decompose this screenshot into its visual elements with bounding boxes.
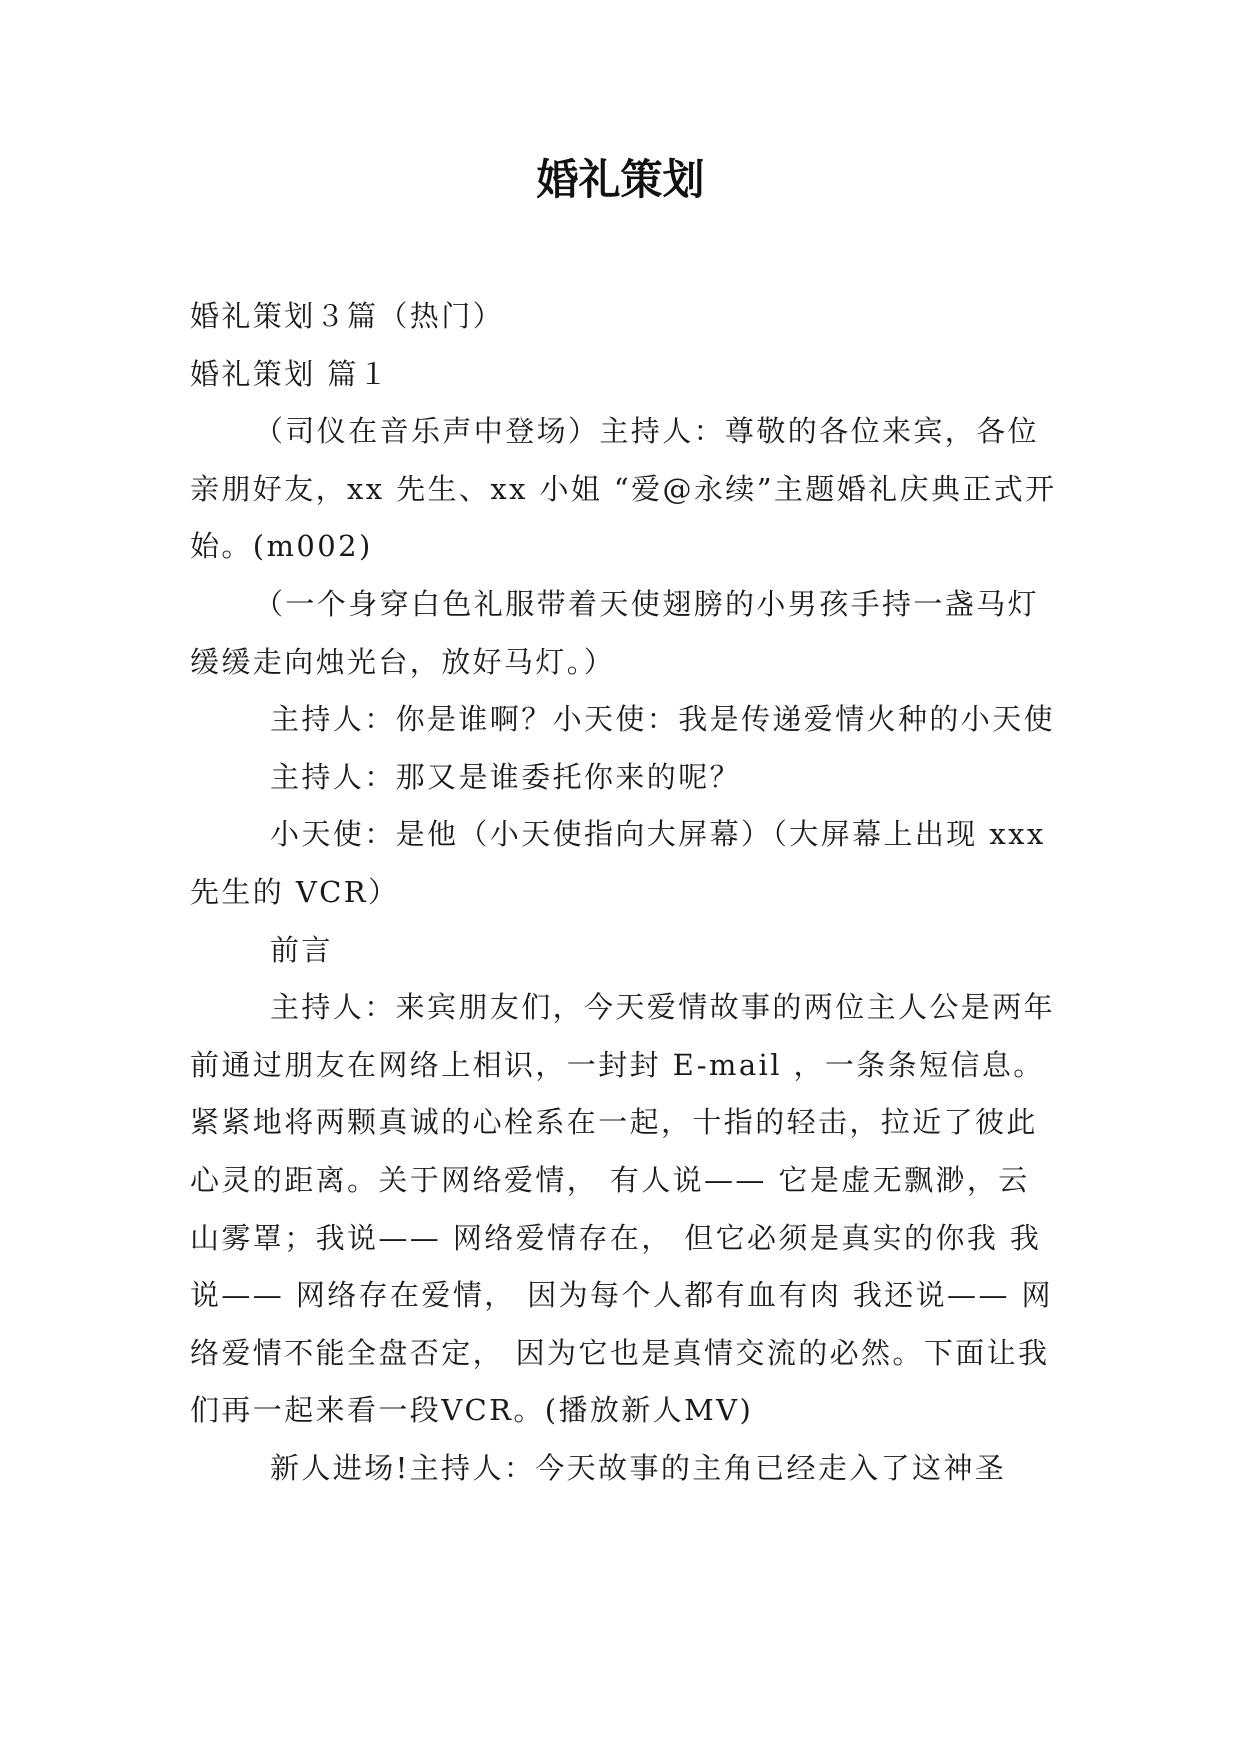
paragraph-couple-entrance: 新人进场!主持人：今天故事的主角已经走入了这神圣 bbox=[270, 1450, 1007, 1485]
paragraph-angel-answer: 小天使：是他（小天使指向大屏幕）（大屏幕上出现 xxx 先生的 VCR） bbox=[190, 817, 1046, 909]
paragraph-heading-collection: 婚礼策划３篇（热门） bbox=[190, 299, 505, 333]
paragraph-heading-part-1: 婚礼策划 篇１ bbox=[190, 356, 391, 391]
paragraph-preface-heading: 前言 bbox=[270, 932, 333, 967]
paragraph-host-question: 主持人：你是谁啊？小天使：我是传递爱情火种的小天使 bbox=[270, 702, 1056, 737]
paragraph-host-followup: 主持人：那又是谁委托你来的呢？ bbox=[270, 759, 742, 794]
paragraph-opening: （司仪在音乐声中登场）主持人：尊敬的各位来宾，各位亲朋好友，xx 先生、xx 小姐 “爱@永续”主题婚礼庆典正式开始。(m002) bbox=[190, 414, 1057, 564]
document-body bbox=[190, 288, 1060, 1497]
paragraph-host-story: 主持人：来宾朋友们，今天爱情故事的两位主人公是两年前通过朋友在网络上相识，一封封 E-mail ，一条条短信息。紧紧地将两颗真诚的心栓系在一起，十指的轻击，拉近了彼此心灵的距离。关于网络爱情， 有人说—— 它是虚无飘渺，云山雾罩；我说—— 网络爱情存在， 但它必须是真实的你我 我说—— 网络存在爱情， 因为每个人都有血有肉 我还说—— 网络爱情不能全盘否定， 因为它也是真情交流的必然。下面让我们再一起来看一段VCR。(播放新人MV) bbox=[190, 990, 1056, 1428]
paragraph-angel-enters: （一个身穿白色礼服带着天使翅膀的小男孩手持一盏马灯缓缓走向烛光台，放好马灯。） bbox=[190, 586, 1040, 679]
document-title: 婚礼策划 bbox=[536, 155, 705, 204]
